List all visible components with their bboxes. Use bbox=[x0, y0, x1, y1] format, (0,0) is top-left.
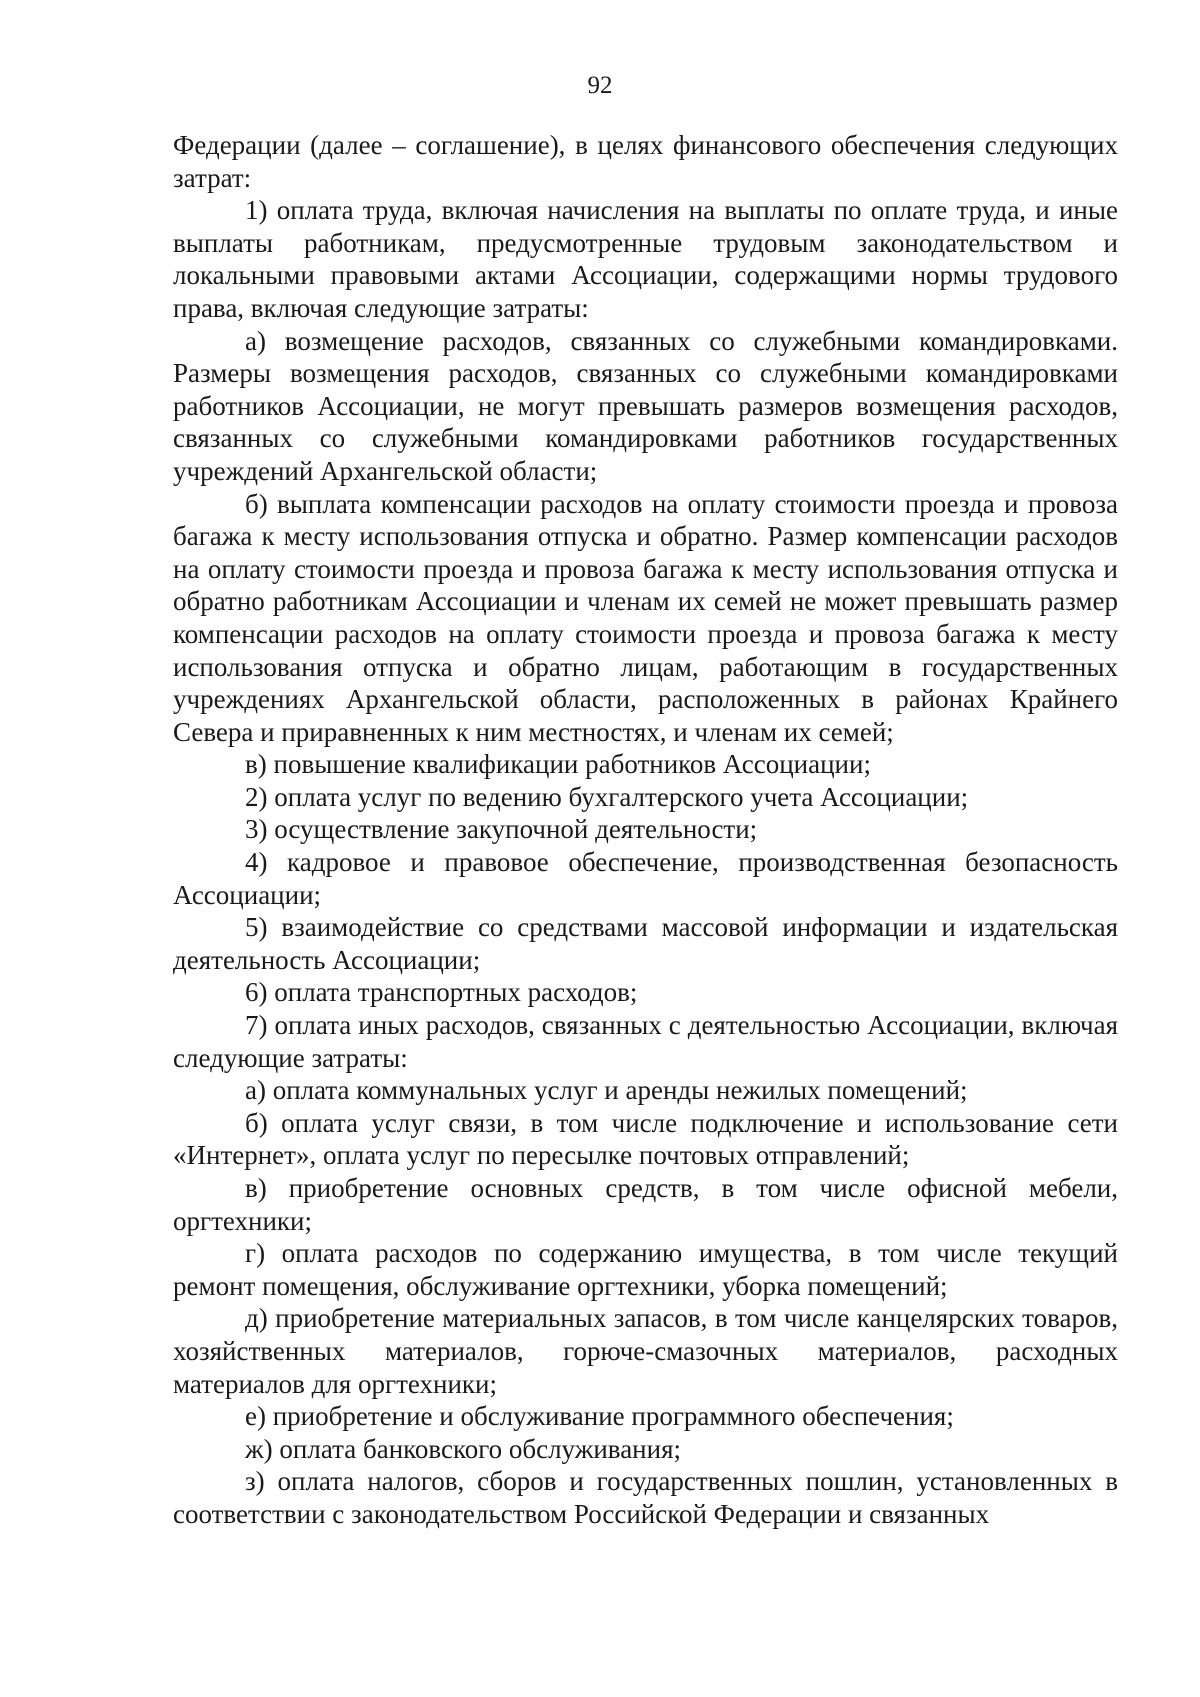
paragraph: б) оплата услуг связи, в том числе подключение и использование сети «Интернет», оплата услуг по пересылке почтовых отправлений; bbox=[173, 1107, 1118, 1171]
paragraph: 3) осуществление закупочной деятельности; bbox=[245, 814, 758, 845]
page-number: 92 bbox=[587, 72, 613, 99]
paragraph: 1) оплата труда, включая начисления на выплаты по оплате труда, и иные выплаты работникам, предусмотренные трудовым законодательством и локальными правовыми актами Ассоциации, содержащими нормы трудового права, включая следующие затраты: bbox=[173, 195, 1118, 323]
paragraph: 6) оплата транспортных расходов; bbox=[245, 977, 638, 1008]
paragraph: з) оплата налогов, сборов и государственных пошлин, установленных в соответствии с законодательством Российской Федерации и связанных bbox=[173, 1466, 1118, 1529]
paragraph: Федерации (далее – соглашение), в целях финансового обеспечения следующих затрат: bbox=[173, 130, 1118, 193]
paragraph: а) возмещение расходов, связанных со служебными командировками. Размеры возмещения расходов, связанных со служебными командировками работников Ассоциации, не могут превышать размеров возмещения расходов, связанных со служебными командировками работников государственных учреждений Архангельской области; bbox=[173, 325, 1118, 486]
paragraph: е) приобретение и обслуживание программного обеспечения; bbox=[245, 1401, 954, 1432]
document-body bbox=[173, 129, 1118, 1531]
paragraph: 5) взаимодействие со средствами массовой информации и издательская деятельность Ассоциации; bbox=[173, 912, 1118, 975]
paragraph: д) приобретение материальных запасов, в том числе канцелярских товаров, хозяйственных материалов, горюче-смазочных материалов, расходных материалов для оргтехники; bbox=[173, 1303, 1118, 1399]
paragraph: а) оплата коммунальных услуг и аренды нежилых помещений; bbox=[245, 1075, 968, 1106]
paragraph: в) повышение квалификации работников Ассоциации; bbox=[245, 749, 871, 780]
paragraph: 4) кадровое и правовое обеспечение, производственная безопасность Ассоциации; bbox=[173, 847, 1118, 910]
paragraph: г) оплата расходов по содержанию имущества, в том числе текущий ремонт помещения, обслуживание оргтехники, уборка помещений; bbox=[173, 1238, 1118, 1301]
paragraph: ж) оплата банковского обслуживания; bbox=[245, 1433, 681, 1464]
paragraph: б) выплата компенсации расходов на оплату стоимости проезда и провоза багажа к месту использования отпуска и обратно. Размер компенсации расходов на оплату стоимости проезда и провоза багажа к месту использования отпуска и обратно работникам Ассоциации и членам их семей не может превышать размер компенсации расходов на оплату стоимости проезда и провоза багажа к месту использования отпуска и обратно лицам, работающим в государственных учреждениях Архангельской области, расположенных в районах Крайнего Севера и приравненных к ним местностях, и членам их семей; bbox=[173, 488, 1118, 747]
paragraph: 2) оплата услуг по ведению бухгалтерского учета Ассоциации; bbox=[245, 781, 969, 812]
paragraph: 7) оплата иных расходов, связанных с деятельностью Ассоциации, включая следующие затраты: bbox=[173, 1010, 1118, 1073]
paragraph: в) приобретение основных средств, в том числе офисной мебели, оргтехники; bbox=[173, 1173, 1118, 1236]
